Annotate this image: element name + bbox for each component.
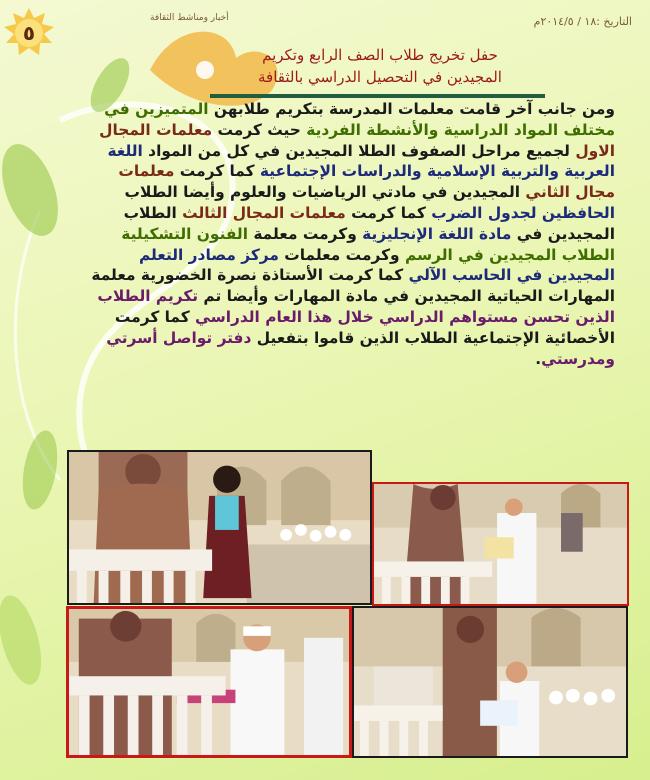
paragraph-run: الطلاب المجيدين في — [123, 203, 615, 243]
page-number: ٥ — [22, 21, 36, 45]
paragraph-run: معلمات المجال الثالث — [182, 203, 346, 222]
paragraph-run: معلمات مجال الثاني — [118, 162, 615, 202]
paragraph-run: كما كرمت الأستاذة نصرة الخضورية معلمة المهارات الحياتية المجيدين في مادة المهارات وأيضا تم — [91, 266, 615, 306]
article-paragraph — [85, 99, 615, 369]
paragraph-run: الفنون التشكيلية الطلاب المجيدين في الرسم — [121, 224, 615, 264]
paragraph-run: وكرمت معلمة — [247, 224, 363, 243]
section-name: أخبار ومناشط الثقافة — [150, 13, 229, 23]
paragraph-run: ومن جانب آخر قامت معلمات المدرسة بتكريم طلابهن — [208, 100, 615, 118]
paragraph-run: مركز مصادر التعلم المجيدين في الحاسب الآلي — [138, 245, 615, 285]
paragraph-run: اللغة العربية والتربية الإسلامية والدراسات الإجتماعية — [107, 141, 615, 181]
photo-teacher-honors-girl — [67, 450, 372, 605]
paragraph-run: الحافظين لجدول الضرب — [431, 203, 615, 222]
issue-date: التاريخ :١٨ / ٢٠١٤/٥م — [533, 15, 632, 28]
title-line-2: المجيدين في التحصيل الدراسي بالثقافة — [258, 68, 502, 86]
article-body — [85, 99, 615, 480]
paragraph-run: كما كرمت — [174, 162, 260, 181]
paragraph-run: دفتر تواصل أسرتي ومدرستي — [106, 328, 615, 368]
paragraph-run: . — [535, 349, 542, 368]
article-title — [210, 44, 550, 88]
paragraph-run: كما كرمت — [345, 203, 432, 222]
paragraph-run: لجميع مراحل الصفوف الطلا المجيدين في كل من المواد — [142, 141, 576, 160]
photo-boy-holds-certificate — [352, 606, 628, 758]
paragraph-run: حيث كرمت — [212, 120, 307, 139]
paragraph-run: معلمات المجال الاول — [99, 120, 615, 160]
paragraph-run: وكرمت معلمات — [278, 245, 405, 264]
paragraph-run: مادة اللغة الإنجليزية — [362, 224, 512, 243]
paragraph-run: كما كرمت الأخصائية الإجتماعية الطلاب الذين قاموا بتفعيل — [114, 307, 615, 347]
paragraph-run: تكريم الطلاب الذين تحسن مستواهم الدراسي خلال هذا العام الدراسي — [97, 287, 615, 326]
paragraph-run: المجيدين في مادتي الرياضيات والعلوم وأيضا الطلاب — [124, 183, 526, 202]
title-divider — [210, 94, 545, 98]
paragraph-run: المتميزين في مختلف المواد الدراسية والأنشطة الفردية — [104, 100, 615, 139]
page-number-badge — [4, 8, 54, 58]
title-line-1: حفل تخريج طلاب الصف الرابع وتكريم — [262, 46, 498, 64]
photo-boy-with-certificate — [372, 482, 629, 606]
photo-boy-receives-award — [66, 606, 352, 758]
